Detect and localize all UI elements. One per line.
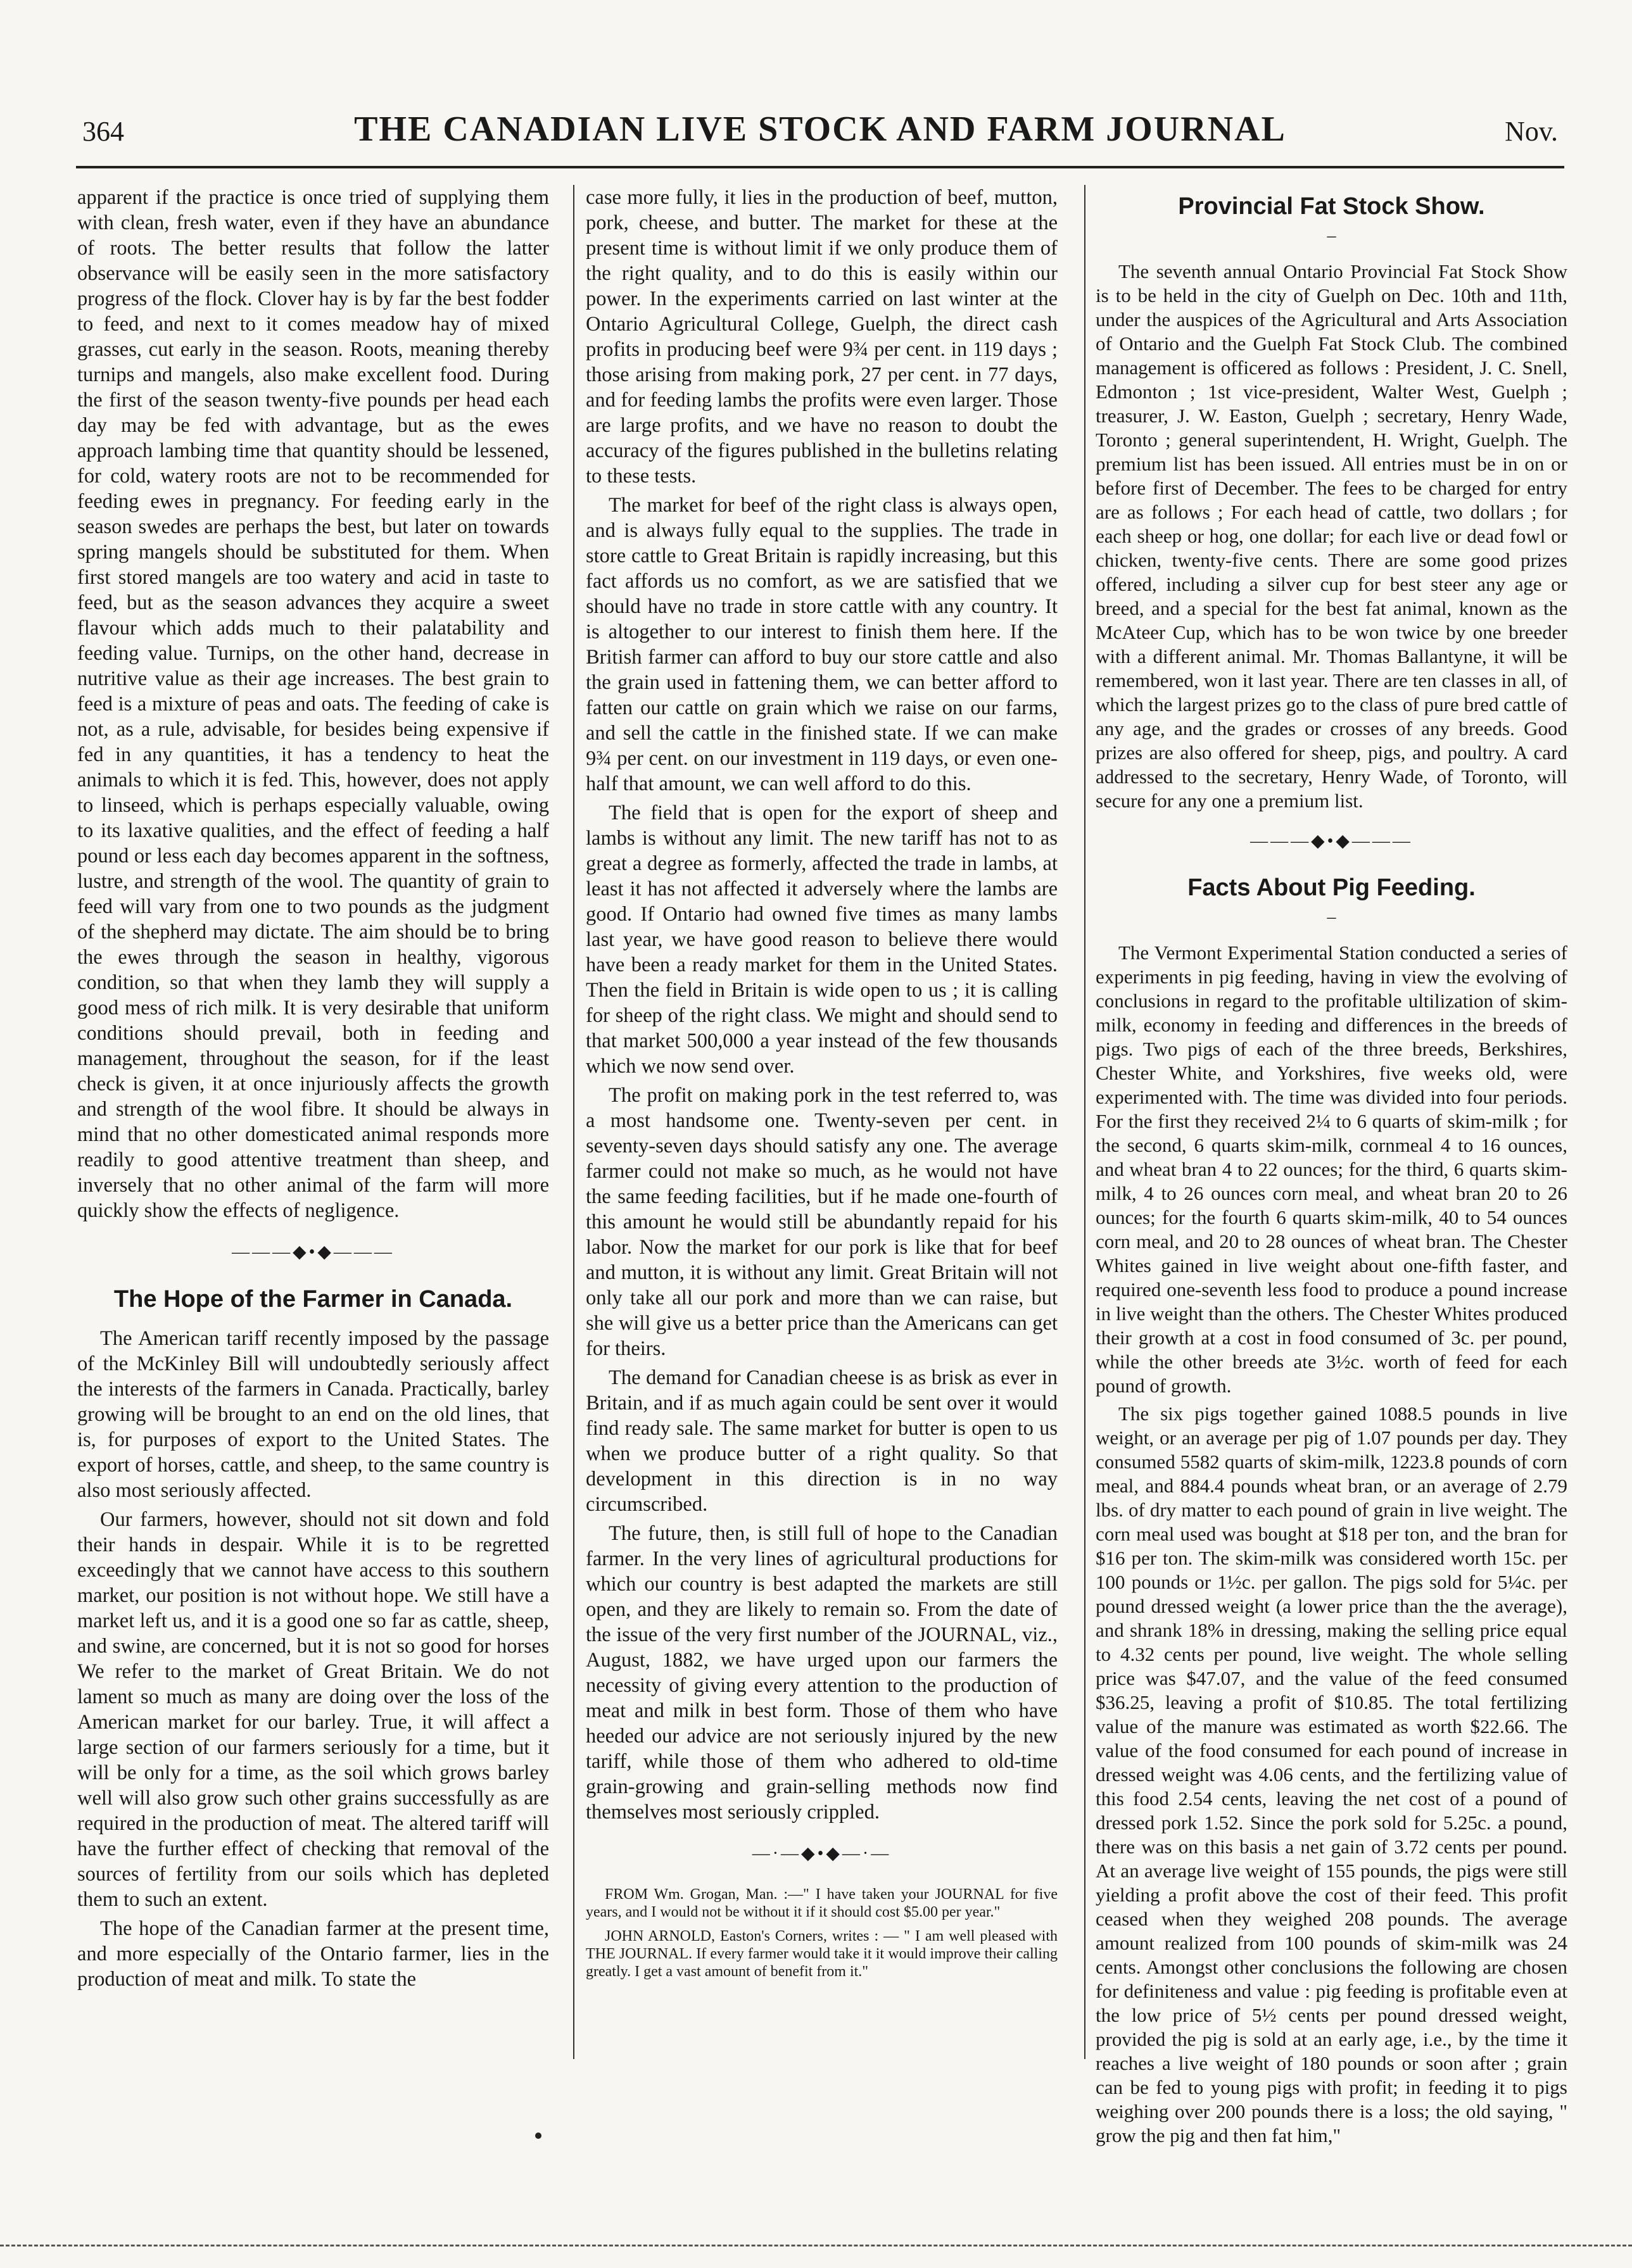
reader-letters: [586, 1886, 1058, 1981]
column-2: [586, 185, 1058, 2084]
section-ornament: ———◆•◆———: [232, 1242, 395, 1262]
issue-month: Nov.: [1505, 116, 1558, 147]
article-paragraph: The demand for Canadian cheese is as brisk as ever in Britain, and if as much again could be sent over it would find ready sale. The same market for butter is open to us when we produce butter of a right quality. So that development in this direction is in no way circumscribed.: [586, 1366, 1058, 1516]
reader-letter: JOHN ARNOLD, Easton's Corners, writes : — " I am well pleased with THE JOURNAL. If every farmer would take it it would improve their calling greatly. I get a vast amount of benefit from it.": [586, 1928, 1058, 1980]
section-ornament: —·—◆•◆—·—: [752, 1844, 892, 1863]
section-ornament: ———◆•◆———: [1250, 831, 1413, 851]
reader-letter: FROM Wm. Grogan, Man. :—" I have taken your JOURNAL for five years, and I would not be without it if it should cost $5.00 per year.": [586, 1886, 1058, 1920]
article-paragraph: The Vermont Experimental Station conducted a series of experiments in pig feeding, having in view the evolving of conclusions in regard to the profitable ultilization of skim-milk, economy in feeding and differences in the breeds of pigs. Two pigs of each of the three breeds, Berkshires, Chester White, and Yorkshires, five weeks old, were experimented with. The time was divided into four periods. For the first they received 2¼ to 6 quarts of skim-milk ; for the second, 6 quarts skim-milk, cornmeal 4 to 16 ounces, and wheat bran 4 to 22 ounces; for the third, 6 quarts skim-milk, 4 to 26 ounces corn meal, and wheat bran 20 to 26 ounces; for the fourth 6 quarts skim-milk, 40 to 54 ounces corn meal, and 20 to 28 ounces of wheat bran. The Chester Whites gained in live weight about one-fifth faster, and required one-seventh less food to produce a pound increase in live weight than the others. The Chester Whites produced their growth at a cost in food consumed of 3c. per pound, while the other breeds ate 3½c. worth of feed for each pound of growth.: [1096, 942, 1567, 1397]
article-paragraph: The hope of the Canadian farmer at the present time, and more especially of the Ontario farmer, lies in the production of meat and milk. To state the: [77, 1917, 549, 1991]
article-paragraph: apparent if the practice is once tried of supplying them with clean, fresh water, even if they have an abundance of roots. The better results that follow the latter observance will be easily seen in the more satisfactory progress of the flock. Clover hay is by far the best fodder to feed, and next to it comes meadow hay of mixed grasses, cut early in the season. Roots, meaning thereby turnips and mangels, also make excellent food. During the first of the season twenty-five pounds per head each day may be fed with advantage, but as the ewes approach lambing time that quantity should be lessened, for cold, watery roots are not to be recommended for feeding ewes in pregnancy. For feeding early in the season swedes are perhaps the best, but later on towards spring mangels should be substituted for them. When first stored mangels are too watery and acid in taste to feed, but as the season advances they acquire a sweet flavour which adds much to their palatability and feeding value. Turnips, on the other hand, decrease in nutritive value as their age increases. The best grain to feed is a mixture of peas and oats. The feeding of cake is not, as a rule, advisable, for besides being expensive if fed in any quantities, it has a tendency to heat the animals to which it is fed. This, however, does not apply to linseed, which is perhaps especially valuable, owing to its laxative qualities, and the effect of feeding a half pound or less each day becomes apparent in the softness, lustre, and strength of the wool. The quantity of grain to feed will vary from one to two pounds as the judgment of the shepherd may dictate. The aim should be to bring the ewes through the season in healthy, vigorous condition, so that when they lamb they will supply a good mess of rich milk. It is very desirable that uniform conditions should prevail, both in feeding and management, throughout the season, for if the least check is given, it at once injuriously affects the growth and strength of the wool fibre. It should be always in mind that no other domesticated animal responds more readily to good attentive treatment than sheep, and inversely that no other animal of the farm will more quickly show the effects of negligence.: [77, 186, 549, 1222]
article-paragraph: Our farmers, however, should not sit down and fold their hands in despair. While it is to be regretted exceedingly that we cannot have access to this southern market, our position is not without hope. We still have a market left us, and it is a good one so far as cattle, sheep, and swine, are concerned, but it is not so good for horses We refer to the market of Great Britain. We do not lament so much as many are doing over the loss of the American market for our barley. True, it will affect a large section of our farmers seriously for a time, but it will be only for a time, as the soil which grows barley well will also grow such other grains successfully as are required in the production of meat. The altered tariff will have the further effect of checking that removal of the sources of fertility from our soils which has depleted them to such an extent.: [77, 1508, 549, 1911]
page-bottom-edge: [0, 2245, 1632, 2246]
article-title: Provincial Fat Stock Show.: [1178, 193, 1485, 220]
article-paragraph: The field that is open for the export of sheep and lambs is without any limit. The new tariff has not to as great a degree as formerly, affected the trade in lambs, at least it has not affected it adversely where the lambs are good. If Ontario had owned five times as many lambs last year, we have good reason to believe there would have been a ready market for them in the United States. Then the field in Britain is wide open to us ; it is calling for sheep of the right class. We might and should send to that market 500,000 a year instead of the few thousands which we now send over.: [586, 802, 1058, 1078]
journal-title: THE CANADIAN LIVE STOCK AND FARM JOURNAL: [354, 110, 1286, 149]
column-divider: [573, 185, 574, 2059]
header-rule: [76, 166, 1564, 168]
article-paragraph: The future, then, is still full of hope to the Canadian farmer. In the very lines of agricultural productions for which our country is best adapted the markets are still open, and they are likely to remain so. From the date of the issue of the very first number of the JOURNAL, viz., August, 1882, we have urged upon our farmers the necessity of giving every attention to the production of meat and milk in best form. Those of them who have heeded our advice are not seriously injured by the new tariff, while those of them who adhered to old-time grain-growing and grain-selling methods now find themselves most seriously crippled.: [586, 1522, 1058, 1824]
title-dash: –: [1327, 907, 1336, 927]
footer-mark: [535, 2133, 541, 2139]
article-title: Facts About Pig Feeding.: [1187, 874, 1476, 901]
article-paragraph: The seventh annual Ontario Provincial Fat Stock Show is to be held in the city of Guelph on Dec. 10th and 11th, under the auspices of the Agricultural and Arts Association of Ontario and the Guelph Fat Stock Club. The combined management is officered as follows : President, J. C. Snell, Edmonton ; 1st vice-president, Walter West, Guelph ; treasurer, J. W. Easton, Guelph ; secretary, Henry Wade, Toronto ; general superintendent, H. Wright, Guelph. The premium list has been issued. All entries must be in on or before first of December. The fees to be charged for entry are as follows ; For each head of cattle, two dollars ; for each sheep or hog, one dollar; for each live or dead fowl or chicken, twenty-five cents. There are some good prizes offered, including a silver cup for best steer any age or breed, and a special for the best fat animal, known as the McAteer Cup, which has to be won twice by one breeder with a different animal. Mr. Thomas Ballantyne, it will be remembered, won it last year. There are ten classes in all, of which the largest prizes go to the class of pure bred cattle of any age, and the grades or crosses of any breeds. Good prizes are also offered for sheep, pigs, and poultry. A card addressed to the secretary, Henry Wade, of Toronto, will secure for any one a premium list.: [1096, 260, 1567, 812]
page-number: 364: [82, 116, 124, 147]
column-divider: [1084, 185, 1085, 2059]
article-paragraph: The six pigs together gained 1088.5 pounds in live weight, or an average per pig of 1.07 pounds per day. They consumed 5582 quarts of skim-milk, 1223.8 pounds of corn meal, and 884.4 pounds wheat bran, or an average of 2.79 lbs. of dry matter to each pound of grain in live weight. The corn meal used was bought at $18 per ton, and the bran for $16 per ton. The skim-milk was considered worth 15c. per 100 pounds or 1½c. per gallon. The pigs sold for 5¼c. per pound dressed weight (a lower price than the the average), and shrank 18% in dressing, making the selling price equal to 4.32 cents per pound, live weight. The whole selling price was $47.07, and the value of the feed consumed $36.25, leaving a profit of $10.85. The total fertilizing value of the manure was estimated as worth $22.66. The value of the food consumed for each pound of increase in dressed weight was 4.06 cents, and the fertilizing value of this food 2.54 cents, leaving the net cost of a pound of dressed pork 1.52. Since the pork sold for 5.25c. a pound, there was on this basis a net gain of 3.72 cents per pound. At an average live weight of 155 pounds, the pigs were still yielding a profit above the cost of their feed. This profit ceased when they weighed 208 pounds. The average amount realized from 100 pounds of skim-milk was 24 cents. Amongst other conclusions the following are chosen for definiteness and value : pig feeding is profitable even at the low price of 5½ cents per pound dressed weight, provided the pig is sold at an early age, i.e., by the time it reaches a live weight of 180 pounds or soon after ; grain can be fed to young pigs with profit; in feeding it to pigs weighing over 200 pounds there is a loss; the old saying, " grow the pig and then fat him,": [1096, 1402, 1567, 2146]
article-paragraph: The American tariff recently imposed by the passage of the McKinley Bill will undoubtedly seriously affect the interests of the farmers in Canada. Practically, barley growing will be brought to an end on the old lines, that is, for purposes of export to the United States. The export of horses, cattle, and sheep, to the same country is also most seriously affected.: [77, 1327, 549, 1502]
column-3: [1096, 185, 1567, 2146]
article-title: The Hope of the Farmer in Canada.: [113, 1286, 513, 1313]
article-paragraph: The market for beef of the right class is always open, and is always fully equal to the supplies. The trade in store cattle to Great Britain is rapidly increasing, but this fact affords us no comfort, as we are satisfied that we should have no trade in store cattle with any country. It is altogether to our interest to finish them here. If the British farmer can afford to buy our store cattle and also the grain used in fattening them, we can better afford to fatten our cattle on grain which we raise on our farms, and sell the cattle in the finished state. If we can make 9¾ per cent. on our investment in 119 days, or even one-half that amount, we can well afford to do this.: [586, 494, 1058, 795]
title-dash: –: [1327, 226, 1336, 246]
article-paragraph: The profit on making pork in the test referred to, was a most handsome one. Twenty-seven per cent. in seventy-seven days should satisfy any one. The average farmer could not make so much, as he would not have the same feeding facilities, but if he made one-fourth of this amount he would still be abundantly repaid for his labor. Now the market for our pork is like that for beef and mutton, it is without any limit. Great Britain will not only take all our pork and more than we can raise, but she will give us a better price than the Americans can get for theirs.: [586, 1084, 1058, 1360]
column-1: [77, 185, 549, 2084]
article-paragraph: case more fully, it lies in the production of beef, mutton, pork, cheese, and butter. The market for these at the present time is without limit if we only produce them of the right quality, and to do this is easily within our power. In the experiments carried on last winter at the Ontario Agricultural College, Guelph, the direct cash profits in producing beef were 9¾ per cent. in 119 days ; those arising from making pork, 27 per cent. in 77 days, and for feeding lambs the profits were even larger. Those are large profits, and we have no reason to doubt the accuracy of the figures published in the bulletins relating to these tests.: [586, 186, 1058, 488]
